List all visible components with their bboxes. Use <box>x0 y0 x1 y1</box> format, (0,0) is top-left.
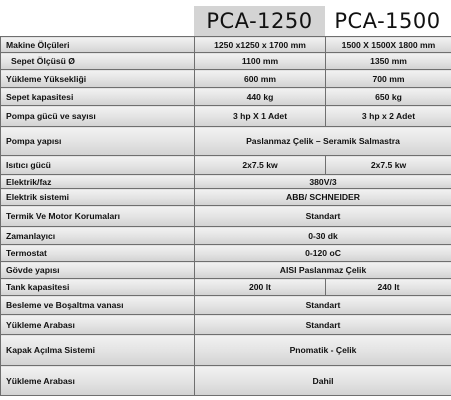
value-shared: AISI Paslanmaz Çelik <box>195 262 451 279</box>
row-label: Gövde yapısı <box>1 262 195 279</box>
value-shared: Standart <box>195 206 451 227</box>
row-label: Makine Ölçüleri <box>1 37 195 53</box>
table-row <box>1 296 451 315</box>
row-label: Besleme ve Boşaltma vanası <box>1 296 195 315</box>
model-header <box>0 0 451 36</box>
table-row <box>1 175 451 189</box>
row-label: Sepet kapasitesi <box>1 88 195 106</box>
value-pca-1250: 2x7.5 kw <box>195 156 326 175</box>
table-row <box>1 366 451 396</box>
row-label: Tank kapasitesi <box>1 279 195 296</box>
value-pca-1250: 1250 x1250 x 1700 mm <box>195 37 326 53</box>
value-pca-1500: 1350 mm <box>326 53 451 70</box>
value-pca-1500: 1500 X 1500X 1800 mm <box>326 37 451 53</box>
value-shared: Pnomatik - Çelik <box>195 335 451 366</box>
table-row <box>1 245 451 262</box>
row-label: Termik Ve Motor Korumaları <box>1 206 195 227</box>
value-shared: Standart <box>195 315 451 335</box>
row-label: Elektrik sistemi <box>1 189 195 206</box>
row-label: Yükleme Arabası <box>1 366 195 396</box>
table-row <box>1 279 451 296</box>
value-shared: ABB/ SCHNEIDER <box>195 189 451 206</box>
table-row <box>1 335 451 366</box>
value-pca-1500: 240 lt <box>326 279 451 296</box>
value-pca-1250: 3 hp X 1 Adet <box>195 106 326 127</box>
table-row <box>1 315 451 335</box>
value-pca-1250: 1100 mm <box>195 53 326 70</box>
row-label: Pompa gücü ve sayısı <box>1 106 195 127</box>
value-pca-1500: 3 hp x 2 Adet <box>326 106 451 127</box>
value-shared: 0-30 dk <box>195 227 451 245</box>
table-row <box>1 262 451 279</box>
value-shared: 380V/3 <box>195 175 451 189</box>
table-row <box>1 106 451 127</box>
model-heading-pca-1250: PCA-1250 <box>194 6 325 36</box>
row-label: Kapak Açılma Sistemi <box>1 335 195 366</box>
row-label: Yükleme Arabası <box>1 315 195 335</box>
row-label: Zamanlayıcı <box>1 227 195 245</box>
value-pca-1500: 700 mm <box>326 70 451 88</box>
row-label: Elektrik/faz <box>1 175 195 189</box>
value-pca-1500: 650 kg <box>326 88 451 106</box>
row-label: Pompa yapısı <box>1 127 195 156</box>
spec-table <box>0 36 451 396</box>
value-shared: Dahil <box>195 366 451 396</box>
table-row <box>1 189 451 206</box>
table-row <box>1 37 451 53</box>
table-row <box>1 53 451 70</box>
row-label: Yükleme Yüksekliği <box>1 70 195 88</box>
row-label: Sepet Ölçüsü Ø <box>1 53 195 70</box>
value-shared: Standart <box>195 296 451 315</box>
table-row <box>1 156 451 175</box>
row-label: Isıtıcı gücü <box>1 156 195 175</box>
table-row <box>1 227 451 245</box>
table-row <box>1 70 451 88</box>
row-label: Termostat <box>1 245 195 262</box>
table-row <box>1 206 451 227</box>
value-shared: Paslanmaz Çelik – Seramik Salmastra <box>195 127 451 156</box>
table-row <box>1 88 451 106</box>
value-pca-1250: 440 kg <box>195 88 326 106</box>
model-heading-pca-1500: PCA-1500 <box>325 6 450 36</box>
value-pca-1500: 2x7.5 kw <box>326 156 451 175</box>
value-pca-1250: 200 lt <box>195 279 326 296</box>
table-row <box>1 127 451 156</box>
value-pca-1250: 600 mm <box>195 70 326 88</box>
value-shared: 0-120 oC <box>195 245 451 262</box>
